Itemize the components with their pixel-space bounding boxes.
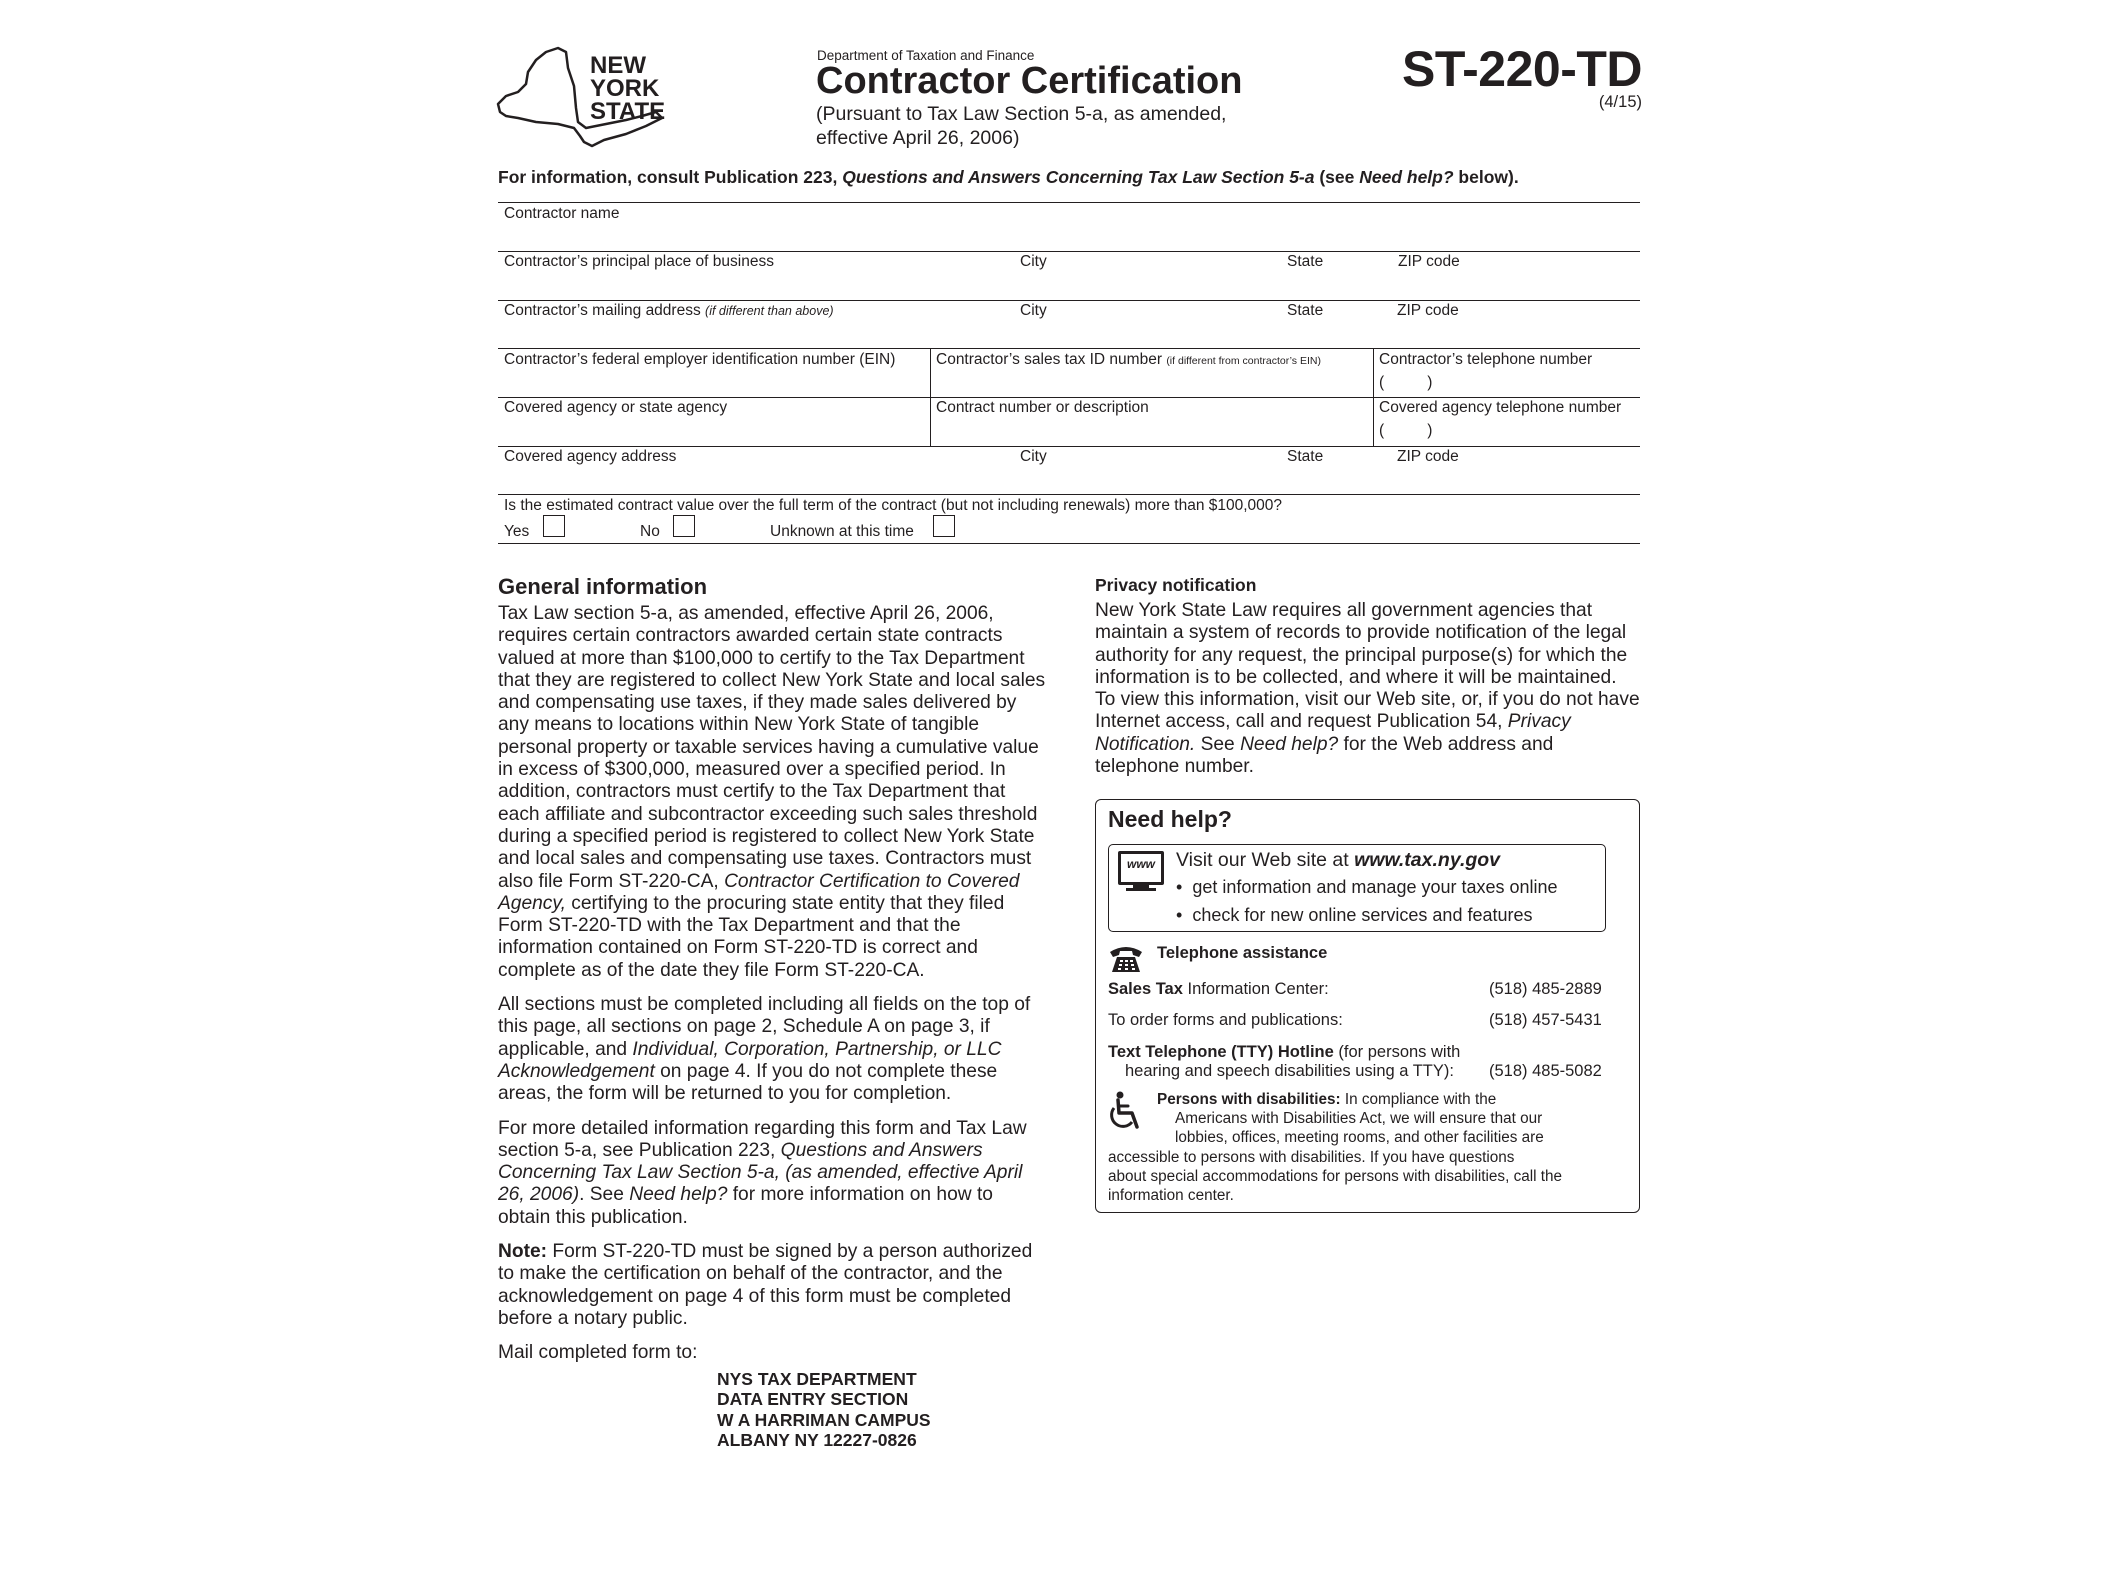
principal-zip-field[interactable]: ZIP code — [1398, 253, 1460, 270]
form-rule-6 — [498, 446, 1640, 447]
yes-label: Yes — [504, 523, 530, 540]
general-p1-text-end: certifying to the procuring state entity that they filed Form ST-220-TD with the Tax Department and that the information contained on Form ST-220-TD is correct and complete as of the date they file Form ST-220-CA. — [498, 892, 1005, 981]
ein-field[interactable]: Contractor’s federal employer identification number (EIN) — [504, 351, 896, 368]
agency-telephone-field[interactable]: Covered agency telephone number — [1379, 399, 1622, 416]
general-paragraph-3 — [498, 1118, 1048, 1229]
info-prefix: For information, consult Publication 223, — [498, 167, 843, 187]
tty-phone: (518) 485-5082 — [1489, 1062, 1602, 1080]
sales-tax-id-field[interactable] — [936, 351, 1321, 369]
general-info-heading: General information — [498, 574, 708, 599]
mailing-address-label: Contractor’s mailing address — [504, 302, 701, 319]
www-icon — [1118, 851, 1164, 891]
mailing-address-block — [717, 1369, 1048, 1451]
www-icon-text: www — [1126, 857, 1155, 871]
sales-tax-phone: (518) 485-2889 — [1489, 980, 1602, 998]
unknown-label: Unknown at this time — [770, 523, 914, 540]
tty-rest: (for persons with — [1333, 1043, 1461, 1061]
form-rule-1 — [498, 202, 1640, 203]
forms-phone: (518) 457-5431 — [1489, 1011, 1602, 1029]
form-revision: (4/15) — [1598, 93, 1642, 111]
note-text: Form ST-220-TD must be signed by a person authorized to make the certification on behalf of the contractor, and the acknowledgement on page 4 of this form must be completed before a notary public. — [498, 1241, 1033, 1329]
mail-address-line-1: NYS TAX DEPARTMENT — [717, 1368, 917, 1389]
info-need-help: Need help? — [1359, 167, 1454, 187]
logo-text-state: STATE — [590, 98, 666, 125]
note-label: Note: — [498, 1241, 548, 1263]
disabilities-text — [1108, 1090, 1638, 1205]
help-bullet-2: • check for new online services and features — [1176, 905, 1533, 925]
agency-state-field[interactable]: State — [1287, 448, 1324, 465]
principal-city-field[interactable]: City — [1020, 253, 1047, 270]
general-p3-italic: Questions and Answers Concerning Tax Law Section 5-a, (as amended, effective April 26, 2006) — [498, 1139, 1023, 1206]
mail-address-line-4: ALBANY NY 12227-0826 — [717, 1430, 917, 1450]
privacy-need-help: Need help? — [1240, 733, 1339, 755]
agency-zip-field[interactable]: ZIP code — [1397, 448, 1459, 465]
tty-bold: Text Telephone (TTY) Hotline — [1108, 1043, 1334, 1061]
info-middle: (see — [1314, 167, 1360, 187]
general-p1-italic: Contractor Certification to Covered Agency, — [498, 870, 1020, 914]
mailing-address-field[interactable] — [504, 302, 834, 320]
contractor-telephone-field[interactable]: Contractor’s telephone number — [1379, 351, 1593, 368]
no-label: No — [640, 523, 660, 540]
general-p3-text-mid: . See — [579, 1184, 630, 1206]
disabilities-line-6: information center. — [1108, 1187, 1234, 1205]
department-name: Department of Taxation and Finance — [817, 48, 1035, 63]
general-p3-text-end: for more information on how to obtain this publication. — [498, 1184, 993, 1228]
form-divider-b — [1373, 348, 1374, 446]
privacy-text: New York State Law requires all government agencies that maintain a system of records to provide notification of the legal authority for any request, the principal purpose(s) for which the information is to be collected, and where it will be maintained. To view this information, visit our Web site, or, if you do not have Internet access, call and request Publication 54, — [1095, 600, 1640, 733]
mailing-state-field[interactable]: State — [1287, 302, 1324, 319]
form-rule-2 — [498, 251, 1640, 252]
mailing-city-field[interactable]: City — [1020, 302, 1047, 319]
page-title: Contractor Certification — [816, 60, 1243, 102]
form-divider-a — [930, 348, 931, 446]
agency-telephone-paren: ( ) — [1379, 422, 1433, 439]
contractor-telephone-paren: ( ) — [1379, 374, 1433, 391]
general-note — [498, 1241, 1048, 1330]
general-paragraph-2 — [498, 994, 1048, 1105]
form-rule-4 — [498, 348, 1640, 349]
mailing-address-note: (if different than above) — [705, 304, 834, 318]
disabilities-line-3: lobbies, offices, meeting rooms, and other facilities are — [1175, 1129, 1544, 1147]
disabilities-line-5: about special accommodations for persons with disabilities, call the — [1108, 1167, 1563, 1185]
contractor-name-field[interactable]: Contractor name — [504, 205, 620, 222]
logo-text-york: YORK — [590, 75, 660, 102]
tty-label — [1108, 1043, 1460, 1062]
agency-city-field[interactable]: City — [1020, 448, 1047, 465]
general-p2-italic: Individual, Corporation, Partnership, or LLC Acknowledgement — [498, 1038, 1002, 1082]
yes-checkbox[interactable] — [543, 515, 565, 537]
privacy-body — [1095, 600, 1640, 778]
visit-website-line — [1176, 849, 1500, 872]
mail-address-line-3: W A HARRIMAN CAMPUS — [717, 1409, 931, 1430]
general-p1-text: Tax Law section 5-a, as amended, effective April 26, 2006, requires certain contractors awarded certain state contracts valued at more than $100,000 to certify to the Tax Department that they are registered to collect New York State and local sales and compensating use taxes, if they made sales delivered by any means to locations within New York State of tangible personal property or taxable services having a cumulative value in excess of $300,000, measured over a specified period. In addition, contractors must certify to the Tax Department that each affiliate and subcontractor exceeding such sales threshold during a specified period is registered to collect New York State and local sales and compensating use taxes. Contractors must also file Form ST-220-CA, — [498, 603, 1046, 892]
help-bullet-2-text: check for new online services and features — [1192, 905, 1533, 925]
agency-address-field[interactable]: Covered agency address — [504, 448, 677, 465]
general-info-body — [498, 603, 1048, 1451]
help-bullet-1: • get information and manage your taxes online — [1176, 877, 1558, 897]
form-number: ST-220-TD — [1401, 41, 1642, 97]
disabilities-line-4: accessible to persons with disabilities. If you have questions — [1108, 1148, 1515, 1166]
sales-tax-id-label: Contractor’s sales tax ID number — [936, 351, 1162, 368]
covered-agency-field[interactable]: Covered agency or state agency — [504, 399, 728, 416]
general-p2-text: All sections must be completed including all fields on the top of this page, all sections on page 2, Schedule A on page 3, if applicable, and — [498, 994, 1031, 1060]
website-link[interactable]: www.tax.ny.gov — [1354, 849, 1501, 871]
principal-state-field[interactable]: State — [1287, 253, 1324, 270]
general-p2-text-end: on page 4. If you do not complete these areas, the form will be returned to you for completion. — [498, 1060, 998, 1105]
logo-text-new: NEW — [590, 52, 646, 79]
form-rule-3 — [498, 300, 1640, 301]
mail-address-line-2: DATA ENTRY SECTION — [717, 1389, 909, 1409]
general-p3-text: For more detailed information regarding this form and Tax Law section 5-a, see Publication 223, — [498, 1117, 1027, 1161]
principal-place-field[interactable]: Contractor’s principal place of business — [504, 253, 774, 270]
privacy-text-end: for the Web address and telephone number. — [1095, 733, 1554, 778]
form-rule-5 — [498, 397, 1640, 398]
subtitle-line1: (Pursuant to Tax Law Section 5-a, as amended, — [816, 103, 1227, 125]
need-help-heading: Need help? — [1108, 806, 1232, 832]
no-checkbox[interactable] — [673, 515, 695, 537]
info-pub-title: Questions and Answers Concerning Tax Law Section 5-a — [842, 167, 1315, 187]
form-rule-8 — [498, 543, 1640, 544]
subtitle-line2: effective April 26, 2006) — [816, 127, 1020, 149]
sales-tax-label — [1108, 980, 1329, 999]
general-paragraph-1 — [498, 603, 1048, 982]
telephone-icon — [1108, 944, 1144, 974]
info-suffix: below). — [1453, 167, 1519, 187]
disabilities-line-2: Americans with Disabilities Act, we will ensure that our — [1175, 1110, 1543, 1128]
sales-tax-bold: Sales Tax — [1108, 980, 1183, 998]
privacy-italic: Privacy Notification. — [1095, 711, 1571, 755]
telephone-heading: Telephone assistance — [1157, 944, 1328, 962]
privacy-text-mid: See — [1195, 733, 1241, 755]
general-p3-italic-2: Need help? — [629, 1184, 728, 1206]
contract-value-question: Is the estimated contract value over the full term of the contract (but not including renewals) more than $100,000? — [504, 497, 1283, 514]
sales-tax-rest: Information Center: — [1182, 980, 1329, 998]
form-rule-7 — [498, 494, 1640, 495]
mail-to-label: Mail completed form to: — [498, 1342, 698, 1364]
contract-number-field[interactable]: Contract number or description — [936, 399, 1149, 416]
unknown-checkbox[interactable] — [933, 515, 955, 537]
information-line — [498, 167, 1519, 188]
help-bullet-1-text: get information and manage your taxes online — [1192, 877, 1558, 897]
tty-line-2: hearing and speech disabilities using a TTY): — [1125, 1062, 1454, 1080]
disabilities-line-1: In compliance with the — [1340, 1091, 1497, 1108]
sales-tax-id-note: (if different from contractor’s EIN) — [1166, 355, 1321, 367]
disabilities-bold: Persons with disabilities: — [1157, 1091, 1341, 1108]
privacy-heading: Privacy notification — [1095, 575, 1257, 595]
logo-text — [590, 54, 665, 123]
mailing-zip-field[interactable]: ZIP code — [1397, 302, 1459, 319]
forms-label: To order forms and publications: — [1108, 1011, 1343, 1029]
visit-text: Visit our Web site at — [1176, 849, 1355, 871]
